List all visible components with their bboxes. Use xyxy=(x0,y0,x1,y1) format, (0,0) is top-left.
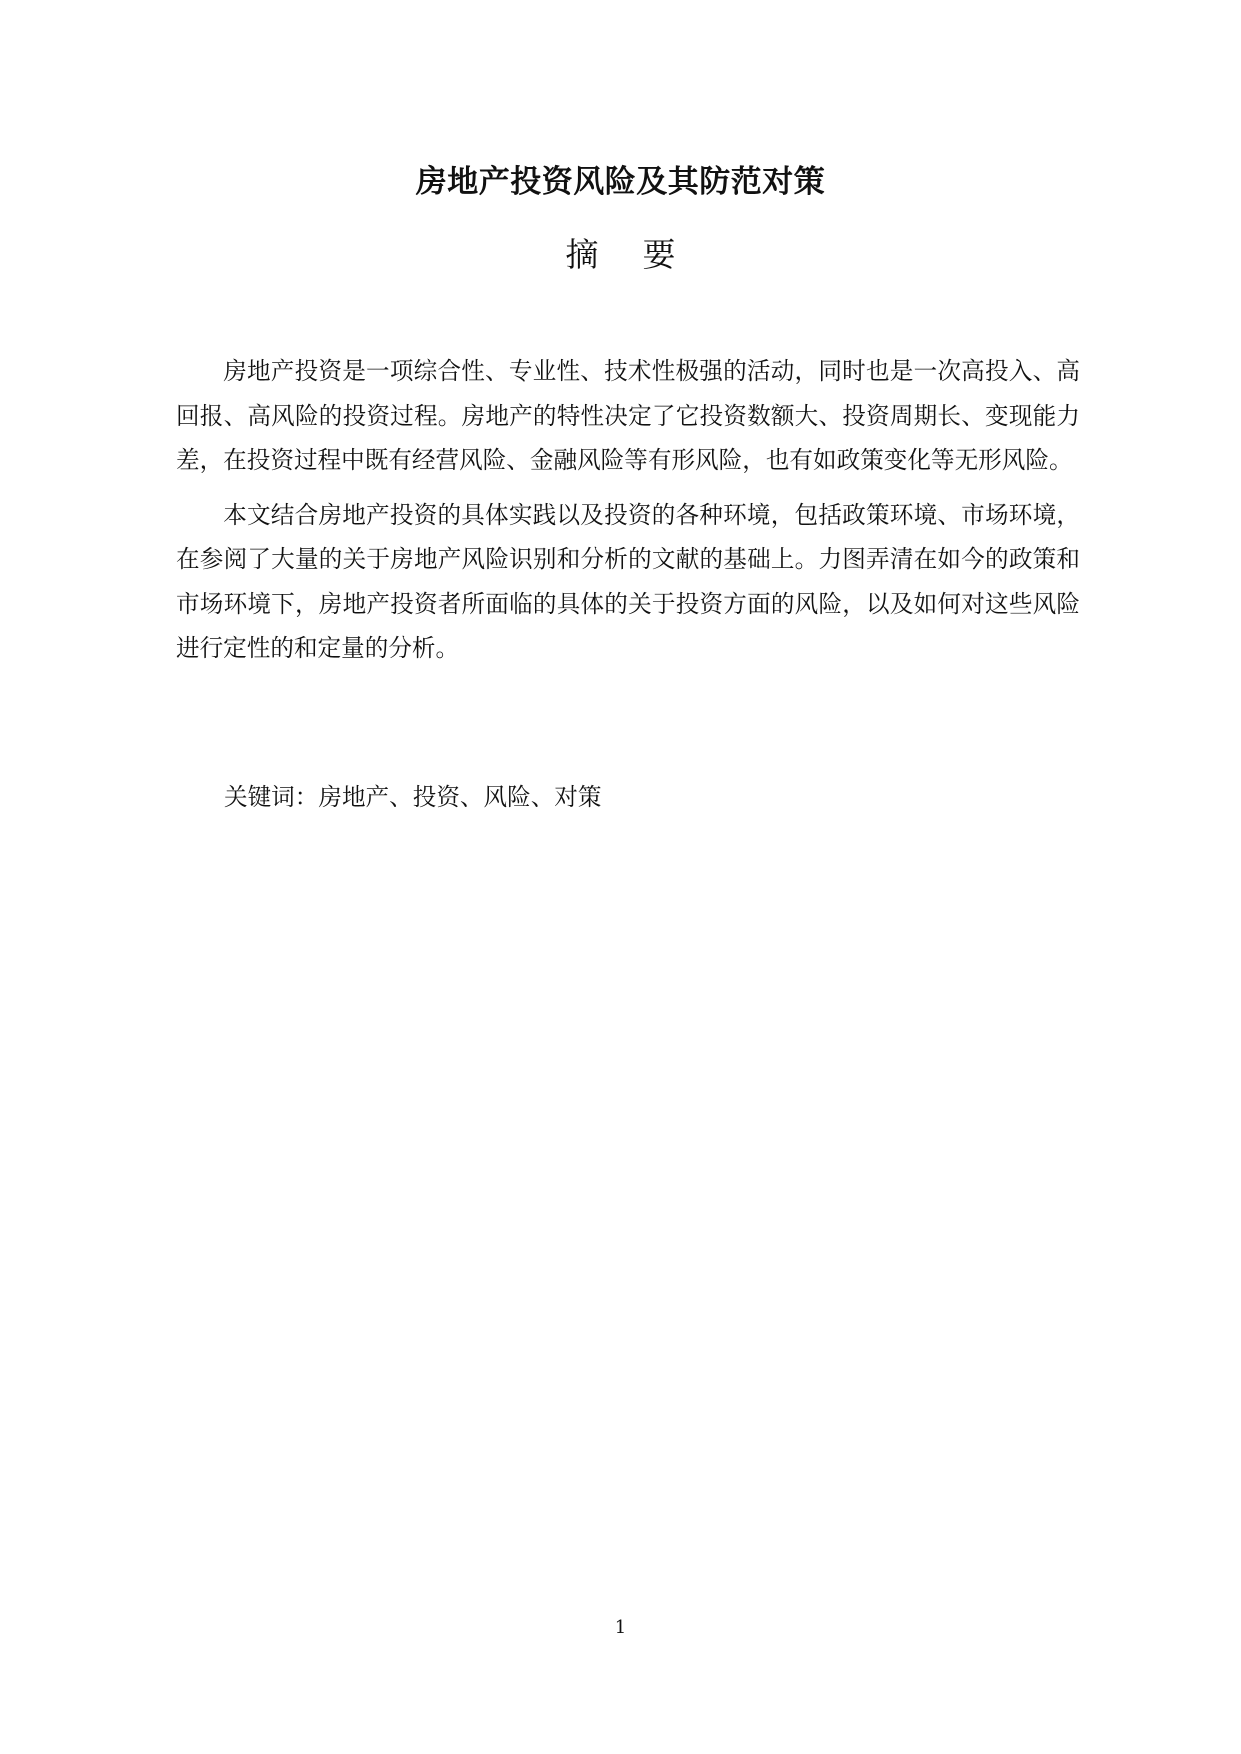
page-number: 1 xyxy=(614,1617,627,1638)
abstract-paragraph-2: 本文结合房地产投资的具体实践以及投资的各种环境，包括政策环境、市场环境，在参阅了大量的关于房地产风险识别和分析的文献的基础上。力图弄清在如今的政策和市场环境下，房地产投资者所面临的具体的关于投资方面的风险，以及如何对这些风险进行定性的和定量的分析。 xyxy=(176,500,1080,662)
abstract-heading xyxy=(0,232,1241,278)
abstract-heading-char-2: 要 xyxy=(642,235,676,274)
abstract-heading-char-1: 摘 xyxy=(565,235,599,274)
keywords-line: 关键词：房地产、投资、风险、对策 xyxy=(224,783,602,811)
abstract-body xyxy=(176,349,1080,681)
abstract-paragraph-1: 房地产投资是一项综合性、专业性、技术性极强的活动，同时也是一次高投入、高回报、高风险的投资过程。房地产的特性决定了它投资数额大、投资周期长、变现能力差，在投资过程中既有经营风险、金融风险等有形风险，也有如政策变化等无形风险。 xyxy=(176,357,1080,474)
document-title: 房地产投资风险及其防范对策 xyxy=(415,164,826,200)
